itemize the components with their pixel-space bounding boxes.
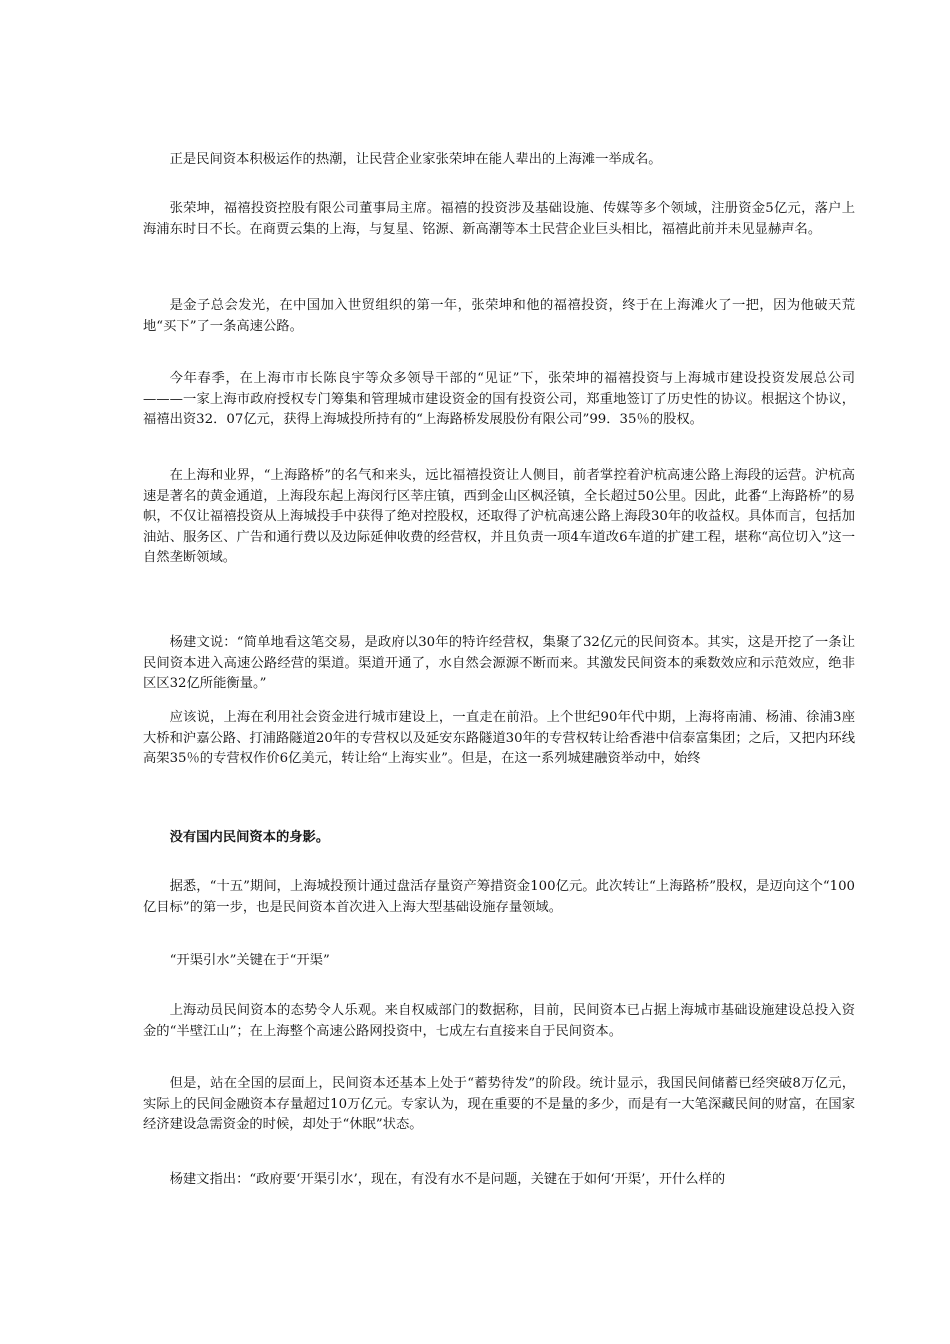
paragraph-no-private-capital: 没有国内民间资本的身影。 [169,830,330,845]
paragraph-national-level: 但是，站在全国的层面上，民间资本还基本上处于“蓄势待发”的阶段。统计显示，我国民间储蓄已经突破8万亿元，实际上的民间金融资本存量超过10万亿元。专家认为，现在重要的不是量的多少，而是有一大笔深藏民间的财富，在国家经济建设急需资金的时候，却处于“休眠”状态。 [143,1076,855,1132]
paragraph-intro: 正是民间资本积极运作的热潮，让民营企业家张荣坤在能人辈出的上海滩一举成名。 [169,152,662,167]
section-heading: “开渠引水”关键在于“开渠” [169,953,330,968]
paragraph-agreement: 今年春季，在上海市市长陈良宇等众多领导干部的“见证”下，张荣坤的福禧投资与上海城市建设投资发展总公司———一家上海市政府授权专门筹集和管理城市建设资金的国有投资公司，郑重地签订了历史性的协议。根据这个协议，福禧出资32．07亿元，获得上海城投所持有的“上海路桥发展股份有限公司”99．35％的股权。 [143,371,855,427]
paragraph-profile: 张荣坤，福禧投资控股有限公司董事局主席。福禧的投资涉及基础设施、传媒等多个领域，注册资金5亿元，落户上海浦东时日不长。在商贾云集的上海，与复星、铭源、新高潮等本土民营企业巨头相比，福禧此前并未见显赫声名。 [143,201,855,237]
paragraph-yang-quote: 杨建文说：“简单地看这笔交易，是政府以30年的特许经营权，集聚了32亿元的民间资本。其实，这是开挖了一条让民间资本进入高速公路经营的渠道。渠道开通了，水自然会源源不断而来。其激发民间资本的乘数效应和示范效应，绝非区区32亿所能衡量。” [143,635,855,691]
paragraph-history: 应该说，上海在利用社会资金进行城市建设上，一直走在前沿。上个世纪90年代中期，上海将南浦、杨浦、徐浦3座大桥和沪嘉公路、打浦路隧道20年的专营权以及延安东路隧道30年的专营权转让给香港中信泰富集团；之后，又把内环线高架35％的专营权作价6亿美元，转让给“上海实业”。但是，在这一系列城建融资举动中，始终 [143,710,855,766]
paragraph-highway-purchase: 是金子总会发光，在中国加入世贸组织的第一年，张荣坤和他的福禧投资，终于在上海滩火了一把，因为他破天荒地“买下”了一条高速公路。 [143,298,855,334]
paragraph-yang-point: 杨建文指出：“政府要‘开渠引水’，现在，有没有水不是问题，关键在于如何‘开渠’，开什么样的 [169,1172,726,1187]
paragraph-target: 据悉，“十五”期间，上海城投预计通过盘活存量资产筹措资金100亿元。此次转让“上海路桥”股权，是迈向这个“100亿目标”的第一步，也是民间资本首次进入上海大型基础设施存量领域。 [143,879,855,915]
paragraph-mobilization: 上海动员民间资本的态势令人乐观。来自权威部门的数据称，目前，民间资本已占据上海城市基础设施建设总投入资金的“半壁江山”；在上海整个高速公路网投资中，七成左右直接来自于民间资本。 [143,1003,855,1039]
paragraph-shanghai-luqiao: 在上海和业界，“上海路桥”的名气和来头，远比福禧投资让人侧目，前者掌控着沪杭高速公路上海段的运营。沪杭高速是著名的黄金通道，上海段东起上海闵行区莘庄镇，西到金山区枫泾镇，全长超过50公里。因此，此番“上海路桥”的易帜，不仅让福禧投资从上海城投手中获得了绝对控股权，还取得了沪杭高速公路上海段30年的收益权。具体而言，包括加油站、服务区、广告和通行费以及边际延伸收费的经营权，并且负责一项4车道改6车道的扩建工程，堪称“高位切入”这一自然垄断领域。 [143,468,855,565]
